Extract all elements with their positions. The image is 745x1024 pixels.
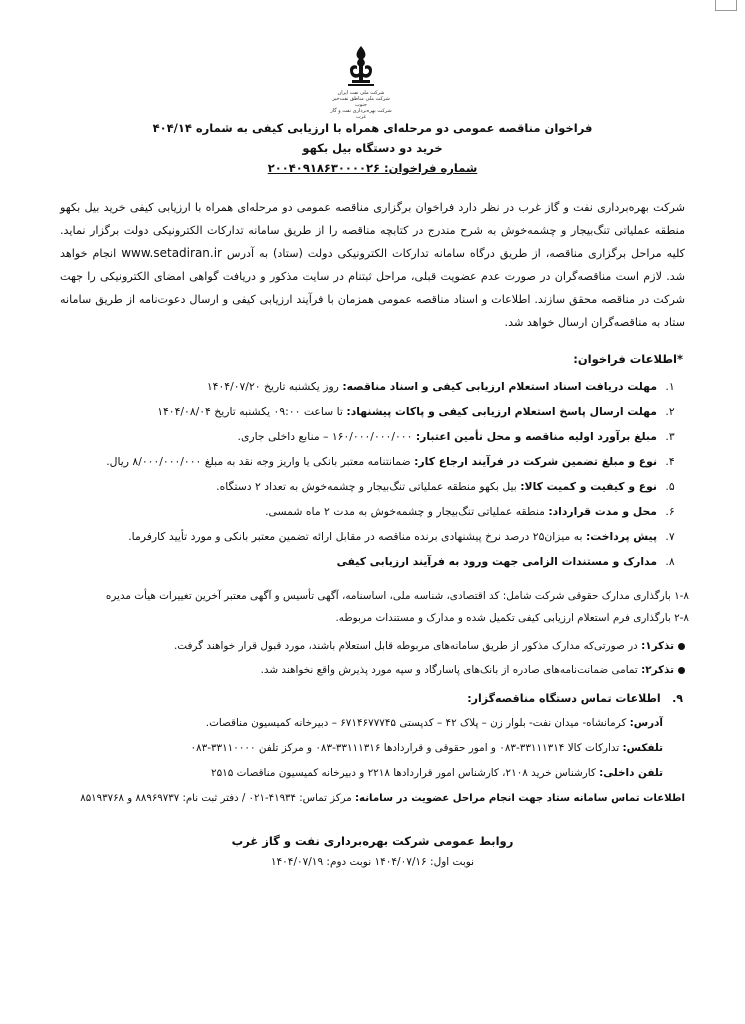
footer-dates: نوبت اول: ۱۴۰۴/۰۷/۱۶ نوبت دوم: ۱۴۰۴/۰۷/۱۹ [270, 856, 475, 868]
fax-text: تدارکات کالا ۳۳۱۱۱۳۱۴-۰۸۳ و امور حقوقی و قراردادها ۳۳۱۱۱۳۱۶-۰۸۳ و مرکز تلفن ۳۳۱۱۰۰۰۰-۰۸۳ [190, 742, 623, 754]
nioc-emblem-icon [326, 44, 396, 88]
info-item-4 [56, 455, 683, 480]
note-2 [40, 664, 685, 676]
document-title: فراخوان مناقصه عمومی دو مرحله‌ای همراه با ارزیابی کیفی به شماره ۴۰۴/۱۴ [152, 121, 593, 135]
item-number: ۸. [665, 555, 675, 568]
intro-text-2: انجام خواهد شد. لازم است مناقصه‌گران در صورت عدم عضویت قبلی، مراحل ثبتنام در سایت مذکور و دریافت گواهی امضای الکترونیکی را جهت شرکت در مناقصه محقق سازند. اطلاعات و اسناد مناقصه عمومی همزمان با فرآیند ارزیابی کیفی و ارسال دعوت‌نامه از طریق سامانه ستاد به مناقصه‌گران ارسال خواهد شد. [60, 247, 685, 329]
intro-text-1: شرکت بهره‌برداری نفت و گاز غرب در نظر دارد فراخوان برگزاری مناقصه عمومی دو مرحله‌ای همراه با ارزیابی کیفی خرید بیل بکهو منطقه عملیاتی تنگ‌بیجار و چشمه‌خوش به شرح مندرج در کتابچه مناقصه را از طریق سامانه تدارکات الکترونیکی دولت برگزار نماید. کلیه مراحل برگزاری مناقصه، از طریق درگاه سامانه تدارکات الکترونیکی دولت (ستاد) به آدرس [60, 201, 685, 260]
extension-text: کارشناس خرید ۲۱۰۸، کارشناس امور قراردادها ۲۲۱۸ و دبیرخانه کمیسیون مناقصات ۲۵۱۵ [211, 767, 600, 779]
item-number: ۱. [665, 380, 675, 393]
setad-url-link[interactable]: www.setadiran.ir [121, 246, 222, 260]
info-item-8 [56, 555, 683, 580]
contact-address [40, 717, 663, 729]
system-contact-label: اطلاعات تماس سامانه ستاد جهت انجام مراحل عضویت در سامانه: [354, 793, 685, 804]
note-label: تذکر۱: [641, 640, 674, 652]
system-contact-text: مرکز تماس: ۴۱۹۳۴-۰۲۱ / دفتر ثبت نام: ۸۸۹۶۹۷۳۷ و ۸۵۱۹۳۷۶۸ [80, 793, 355, 804]
contact-fax [40, 742, 663, 754]
scan-corner-mark [715, 0, 737, 11]
contact-number: ۹. [672, 692, 683, 705]
bullet-icon [678, 667, 685, 674]
item-label: نوع و مبلغ تضمین شرکت در فرآیند ارجاع کار: [414, 455, 657, 468]
fax-label: تلفکس: [622, 742, 663, 754]
logo-caption [328, 90, 394, 120]
bullet-icon [678, 643, 685, 650]
sub-item-8-2: ۲-۸ بارگذاری فرم استعلام ارزیابی کیفی تکمیل شده و مدارک و مستندات مربوطه. [335, 612, 689, 624]
item-value: منطقه عملیاتی تنگ‌بیجار و چشمه‌خوش به مدت ۲ ماه شمسی. [265, 505, 549, 518]
info-item-3 [56, 430, 683, 455]
item-label: نوع و کیفیت و کمیت کالا: [520, 480, 657, 493]
info-list [56, 380, 683, 580]
contact-extension [40, 767, 663, 779]
item-value: ۱۶۰/۰۰۰/۰۰۰/۰۰۰ – منابع داخلی جاری. [237, 430, 416, 443]
item-value: روز یکشنبه تاریخ ۱۴۰۴/۰۷/۲۰ [206, 380, 343, 393]
system-contact [30, 793, 685, 804]
info-heading: *اطلاعات فراخوان: [573, 352, 683, 366]
call-number: شماره فراخوان: ۲۰۰۴۰۹۱۸۶۳۰۰۰۰۲۶ [267, 161, 478, 175]
item-number: ۵. [665, 480, 675, 493]
note-text: تمامی ضمانت‌نامه‌های صادره از بانک‌های پاسارگاد و سپه مورد پذیرش واقع نخواهند شد. [260, 664, 642, 676]
item-number: ۷. [665, 530, 675, 543]
item-number: ۳. [665, 430, 675, 443]
document-subtitle: خرید دو دستگاه بیل بکهو [302, 141, 443, 155]
item-value: بیل بکهو منطقه عملیاتی تنگ‌بیجار و چشمه‌خوش به تعداد ۲ دستگاه. [216, 480, 521, 493]
item-label: پیش پرداخت: [585, 530, 657, 543]
item-label: مدارک و مستندات الزامی جهت ورود به فرآیند ارزیابی کیفی [336, 555, 657, 568]
item-value: ضمانتنامه معتبر بانکی یا واریز وجه نقد به مبلغ ۸/۰۰۰/۰۰۰/۰۰۰ ریال. [106, 455, 415, 468]
logo-line-3: شرکت بهره‌برداری نفت و گاز غرب [330, 108, 392, 120]
company-logo [326, 44, 396, 120]
item-value: تا ساعت ۰۹:۰۰ یکشنبه تاریخ ۱۴۰۴/۰۸/۰۴ [157, 405, 347, 418]
item-label: مهلت دریافت اسناد استعلام ارزیابی کیفی و اسناد مناقصه: [342, 380, 657, 393]
item-value: به میزان۲۵ درصد نرخ پیشنهادی برنده مناقصه در مقابل ارائه تضمین معتبر بانکی و مورد تأیید کارفرما. [128, 530, 586, 543]
info-item-5 [56, 480, 683, 505]
address-label: آدرس: [629, 717, 663, 729]
extension-label: تلفن داخلی: [599, 767, 663, 779]
footer-org: روابط عمومی شرکت بهره‌برداری نفت و گاز غرب [231, 834, 514, 848]
info-item-6 [56, 505, 683, 530]
item-number: ۲. [665, 405, 675, 418]
sub-item-8-1: ۱-۸ بارگذاری مدارک حقوقی شرکت شامل: کد اقتصادی، شناسه ملی، اساسنامه، آگهی تأسیس و آگهی معتبر آخرین تغییرات هیأت مدیره [105, 590, 689, 602]
item-label: مهلت ارسال پاسخ استعلام ارزیابی کیفی و پاکات پیشنهاد: [346, 405, 657, 418]
footer [60, 830, 685, 872]
item-number: ۴. [665, 455, 675, 468]
note-text: در صورتی‌که مدارک مذکور از طریق سامانه‌های مربوطه قابل استعلام باشند، مورد قبول قرار خواهند گرفت. [173, 640, 642, 652]
address-text: کرمانشاه- میدان نفت- بلوار زن – پلاک ۴۲ – کدپستی ۶۷۱۴۶۷۷۷۴۵ – دبیرخانه کمیسیون مناقصات. [205, 717, 630, 729]
item-label: محل و مدت قرارداد: [548, 505, 657, 518]
intro-paragraph [60, 196, 685, 334]
info-item-7 [56, 530, 683, 555]
note-label: تذکر۲: [641, 664, 674, 676]
logo-line-1: شرکت ملی نفت ایران [337, 90, 385, 96]
contact-label: اطلاعات تماس دستگاه مناقصه‌گزار: [467, 692, 661, 705]
item-number: ۶. [665, 505, 675, 518]
contact-heading [467, 692, 683, 705]
info-item-1 [56, 380, 683, 405]
title-block [60, 118, 685, 178]
note-1 [40, 640, 685, 652]
logo-line-2: شرکت ملی مناطق نفت‌خیز جنوب [332, 96, 390, 108]
item-label: مبلغ برآورد اولیه مناقصه و محل تأمین اعتبار: [415, 430, 657, 443]
info-item-2 [56, 405, 683, 430]
